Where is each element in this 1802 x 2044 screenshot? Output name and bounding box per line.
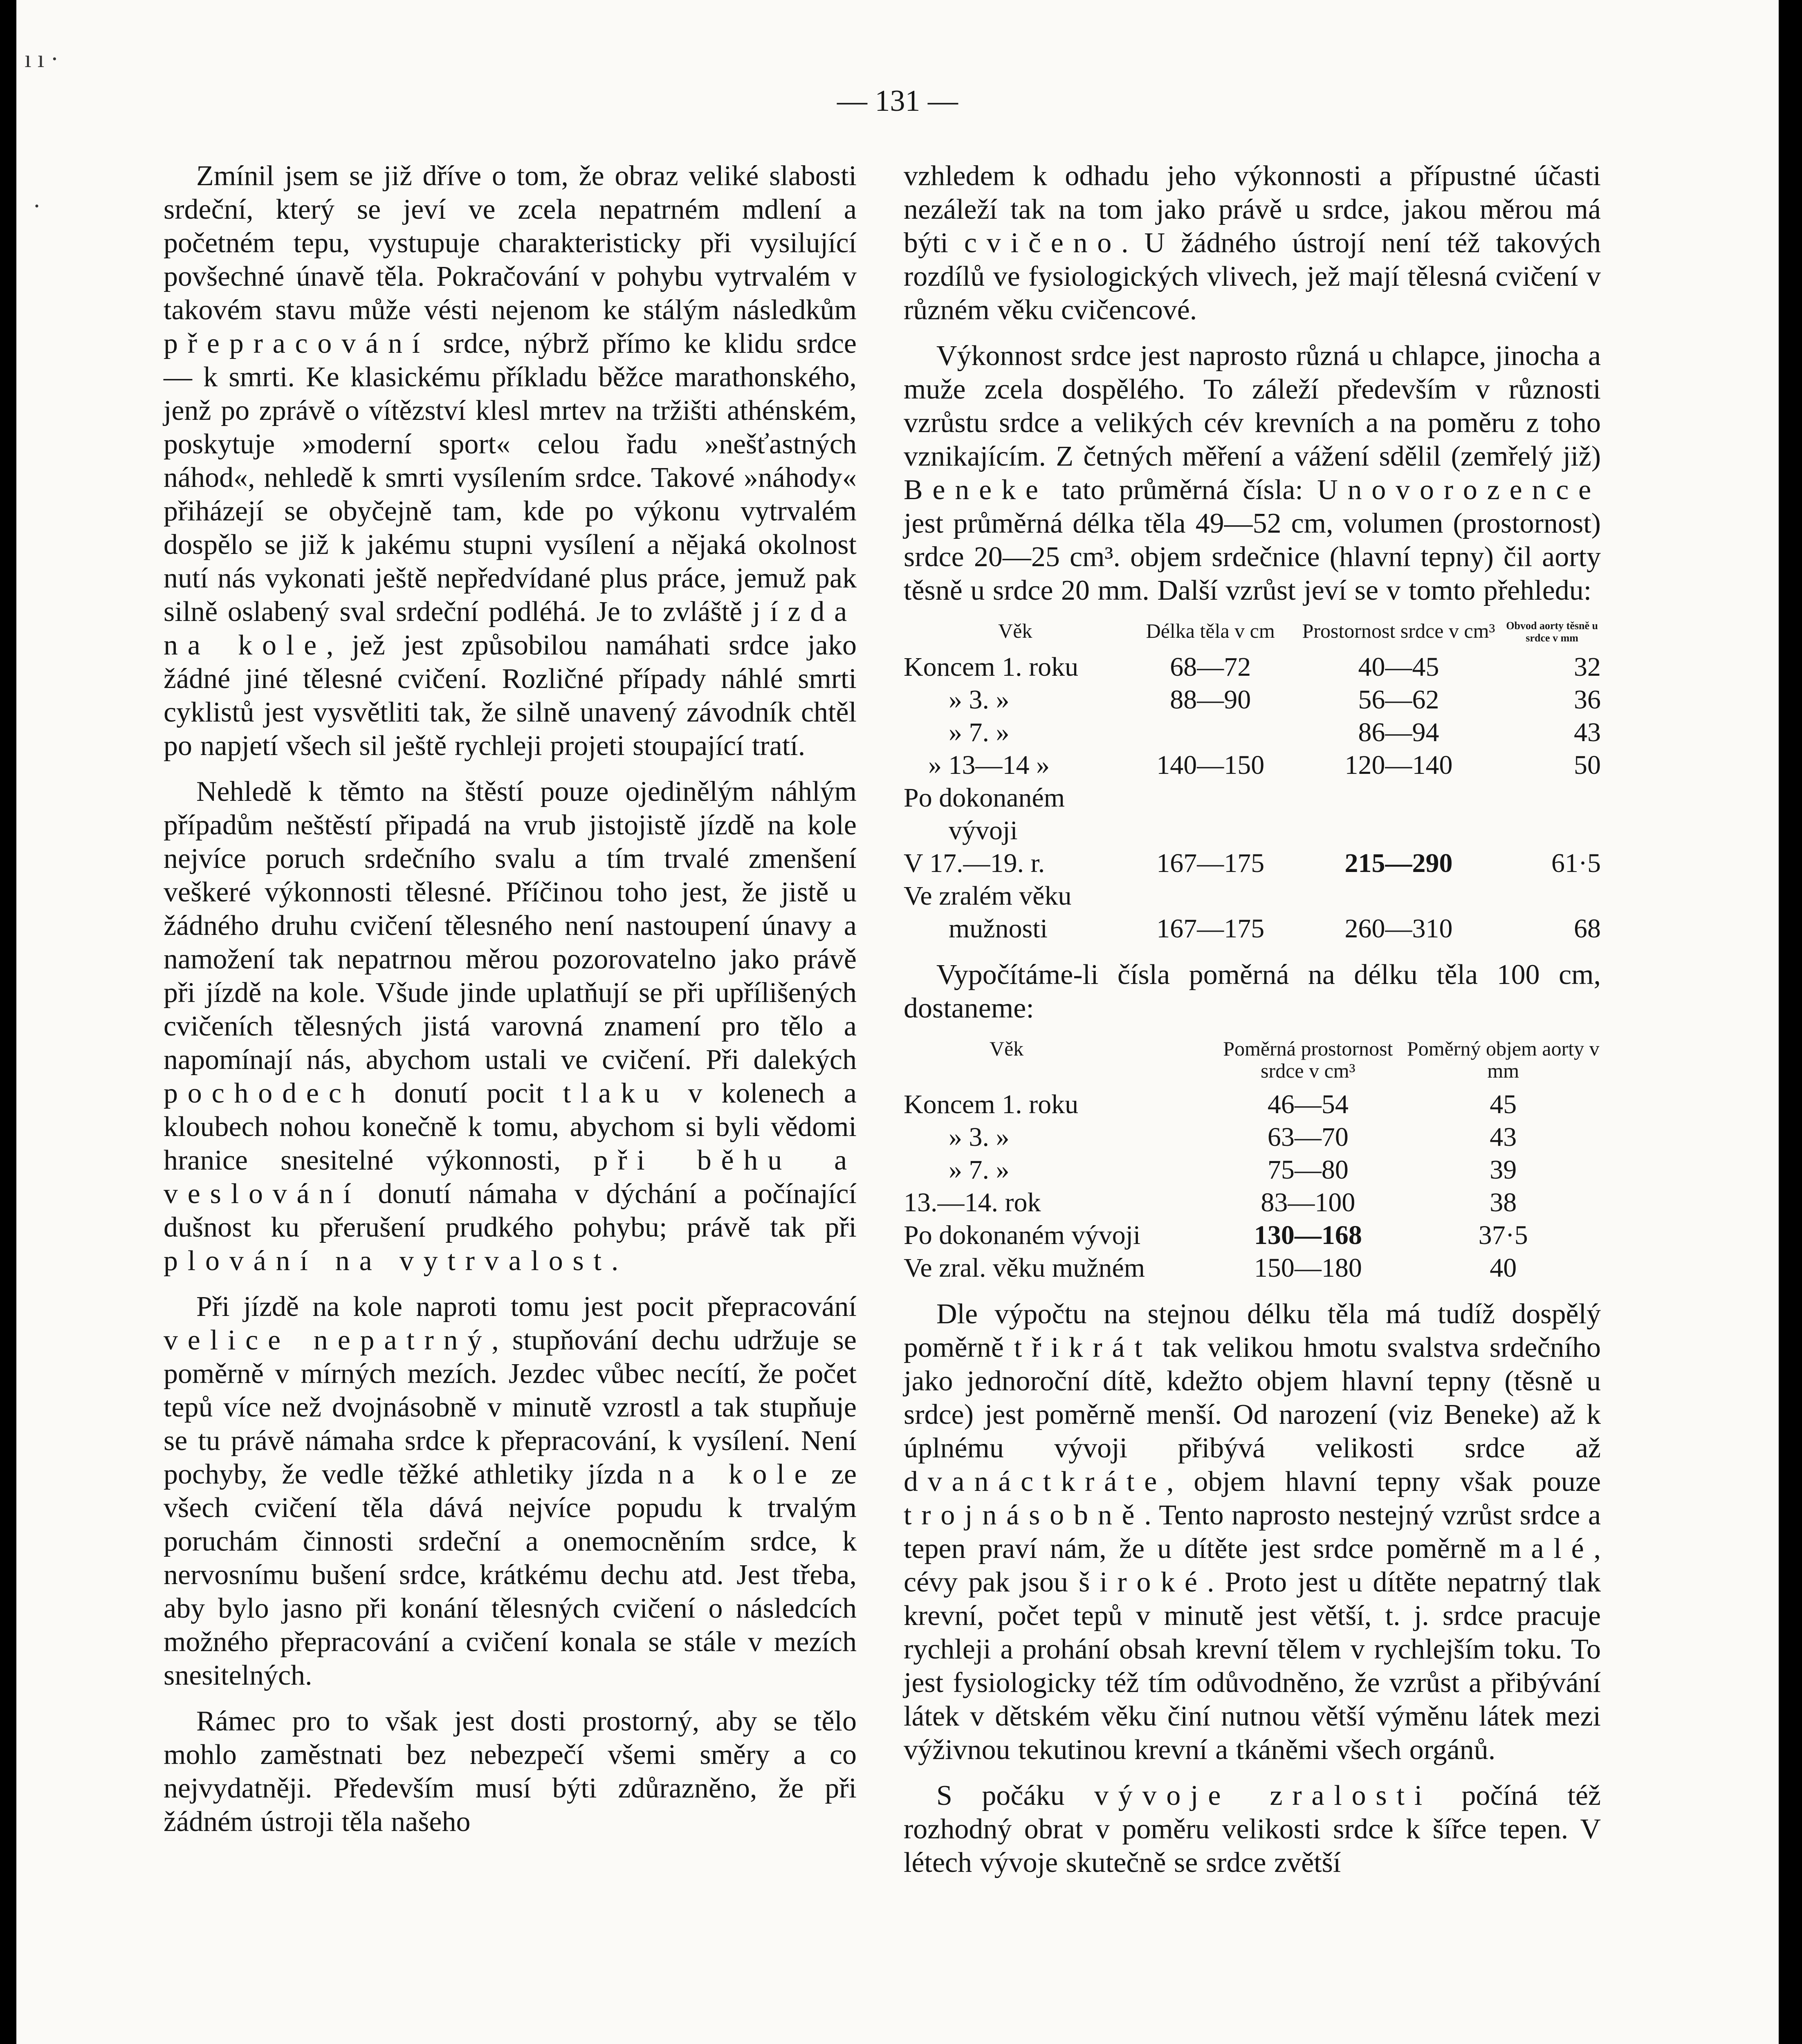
table-cell: 56—62 (1358, 685, 1439, 715)
right-paragraph-4: Dle výpočtu na stejnou délku těla má tudíž dospělý poměrně třikrát tak velikou hmotu svalstva srdečního jako jednoroční dítě, kdežto objem hlavní tepny (těsně u srdce) jest poměrně menší. Od narození (viz Beneke) až k úplnému vývoji přibývá velikosti srdce až dvanáctkráte, objem hlavní tepny však pouze trojnásobně. Tento naprosto nestejný vzrůst srdce a tepen praví nám, že u dítěte jest srdce poměrně malé, cévy pak jsou široké. Proto jest u dítěte nepatrný tlak krevní, počet tepů v minutě jest větší, t. j. srdce pracuje rychleji a prohání obsah krevní tělem v rychlejším toku. To jest fysiologicky též tím odůvodněno, že vzrůst a přibývání látek v dětském věku činí nutnou větší výměnu látek mezi výživnou tekutinou krevní a tkáněmi všech orgánů. (904, 1298, 1601, 1766)
spaced-emphasis: plování na vytrvalost (164, 1245, 611, 1277)
table-header: Délka těla v cm (1146, 619, 1275, 642)
page-number: — 131 — (837, 84, 958, 118)
table-cell: V 17.—19. r. (904, 848, 1045, 878)
table-cell: 150—180 (1254, 1253, 1362, 1283)
spaced-emphasis: dvanáctkráte (904, 1466, 1167, 1497)
table-row (904, 782, 1601, 814)
table-cell: 43 (1574, 717, 1601, 747)
table-cell: 130—168 (1254, 1220, 1362, 1250)
table-cell (1503, 880, 1601, 912)
right-column (904, 159, 1601, 1892)
table-header: Poměrný objem aorty v mm (1407, 1037, 1600, 1082)
spaced-emphasis: cvičeno (964, 227, 1122, 259)
table-row (904, 1252, 1601, 1284)
table-cell: 39 (1490, 1155, 1517, 1185)
table-cell (1127, 716, 1294, 749)
table-header: Obvod aorty těsně u srdce v mm (1506, 620, 1598, 644)
table-row (904, 1088, 1601, 1121)
left-paragraph-4: Rámec pro to však jest dosti prostorný, aby se tělo mohlo zaměstnati bez nebezpečí všemi směry a co nejvydatněji. Především musí býti zdůrazněno, že při žádném ústroji těla našeho (164, 1706, 857, 1838)
table-row (904, 684, 1601, 716)
spaced-emphasis: třikrát (1014, 1332, 1152, 1363)
right-paragraph-3: Vypočítáme-li čísla poměrná na délku těla 100 cm, dostaneme: (904, 959, 1601, 1024)
table-header-row (904, 1038, 1601, 1088)
table-row (904, 1121, 1601, 1154)
right-paragraph-2: Výkonnost srdce jest naprosto různá u chlapce, jinocha a muže zcela dospělého. To záleží především v různosti vzrůstu srdce a velikých cév krevních a na poměru z toho vznikajícím. Z četných měření a vážení sdělil (zemřelý již) Beneke tato průměrná čísla: Unovorozence jest průměrná délka těla 49—52 cm, volumen (prostornost) srdce 20—25 cm³. objem srdečnice (hlavní tepny) čil aorty těsně u srdce 20 mm. Další vzrůst jeví se v tomto přehledu: (904, 340, 1601, 606)
heart-growth-table (904, 620, 1601, 945)
table-cell: 46—54 (1267, 1089, 1349, 1119)
spaced-emphasis: trojnásobně (904, 1499, 1144, 1531)
table-cell: 45 (1490, 1089, 1517, 1119)
table-cell: 68 (1574, 914, 1601, 944)
table-cell: Po dokonaném (904, 783, 1065, 813)
relative-size-table (904, 1038, 1601, 1284)
table-cell: 167—175 (1156, 848, 1265, 878)
table-cell: Ve zral. věku mužném (904, 1253, 1145, 1283)
left-column (164, 159, 857, 1851)
spaced-emphasis: při běhu a veslování (164, 1145, 857, 1210)
table-cell (1127, 814, 1294, 847)
table-cell: 140—150 (1156, 750, 1265, 780)
spaced-emphasis: Unovorozence (1317, 474, 1601, 506)
right-paragraph-5: S počáku vývoje zralosti počíná též rozhodný obrat v poměru velikosti srdce k šířce tepen. V létech vývoje skutečně se srdce zvětší (904, 1780, 1601, 1878)
spaced-emphasis: malé (1499, 1533, 1594, 1564)
spaced-emphasis: přepracování (164, 328, 430, 359)
table-cell: 167—175 (1156, 914, 1265, 944)
spaced-emphasis: vývoje zralosti (1094, 1780, 1432, 1811)
table-cell: 38 (1490, 1188, 1517, 1217)
table-cell: Koncem 1. roku (904, 1089, 1079, 1119)
margin-specks: ı ı · (25, 45, 59, 72)
table-cell: 120—140 (1344, 750, 1453, 780)
table-cell: Po dokonaném vývoji (904, 1220, 1141, 1250)
left-paragraph-3: Při jízdě na kole naproti tomu jest pocit přepracování velice nepatrný, stupňování dechu udržuje se poměrně v mírných mezích. Jezdec vůbec necítí, že počet tepů více než dvojnásobně v minutě vzrostl a tak stupňuje se tu právě námaha srdce k přepracování, k vysílení. Není pochyby, že vedle těžké athletiky jízda na kole ze všech cvičení těla dává nejvíce popudu k trvalým poruchám činnosti srdeční a onemocněním srdce, k nervosnímu bušení srdce, krátkému dechu atd. Jest třeba, aby bylo jasno při konání tělesných cvičení o následcích možného přepracování a cvičení konala se stále v mezích snesitelných. (164, 1291, 857, 1691)
table-row (904, 1186, 1601, 1219)
table-cell: 13.—14. rok (904, 1188, 1041, 1217)
table-cell: Koncem 1. roku (904, 652, 1079, 682)
table-cell: 32 (1574, 652, 1601, 682)
table-row (904, 814, 1601, 847)
table-cell: 50 (1574, 750, 1601, 780)
table-row (904, 716, 1601, 749)
table-header: Poměrná prostornost srdce v cm³ (1223, 1037, 1393, 1082)
scanned-page (16, 0, 1779, 2044)
table-cell: » 7. » (949, 1155, 1010, 1185)
table-cell: 68—72 (1170, 652, 1251, 682)
table-cell: 215—290 (1344, 848, 1453, 878)
table-cell: 86—94 (1358, 717, 1439, 747)
spaced-emphasis: na kole (658, 1459, 817, 1490)
table-row (904, 651, 1601, 684)
table-cell (1294, 814, 1504, 847)
spaced-emphasis: jízda na kole (164, 596, 857, 661)
table-cell: 83—100 (1261, 1188, 1355, 1217)
spaced-emphasis: široké (1079, 1567, 1207, 1598)
table-cell: Ve zralém věku (904, 881, 1072, 911)
table-cell: » 3. » (949, 685, 1010, 715)
table-cell (1294, 880, 1504, 912)
table-cell (1503, 782, 1601, 814)
table-row (904, 749, 1601, 782)
table-cell: » 7. » (949, 717, 1010, 747)
table-cell: 43 (1490, 1122, 1517, 1152)
table-cell: 37·5 (1478, 1220, 1528, 1250)
table-cell: 40 (1490, 1253, 1517, 1283)
table-row (904, 1154, 1601, 1186)
table-cell: 88—90 (1170, 685, 1251, 715)
spaced-emphasis: tlaku (563, 1078, 669, 1109)
table-cell (1503, 814, 1601, 847)
table-cell: mužnosti (949, 914, 1048, 944)
spaced-emphasis: Beneke (904, 474, 1048, 506)
table-header: Věk (990, 1037, 1024, 1060)
table-header: Prostornost srdce v cm³ (1302, 619, 1495, 642)
left-paragraph-1: Zmínil jsem se již dříve o tom, že obraz veliké slabosti srdeční, který se jeví ve zcela nepatrném mdlení a početném tepu, vystupuje charakteristicky při vysilující povšechné únavě těla. Pokračování v pohybu vytrvalém v takovém stavu může vésti nejenom ke stálým následkům přepracování srdce, nýbrž přímo ke klidu srdce — k smrti. Ke klasickému příkladu běžce marathonského, jenž po zprávě o vítězství klesl mrtev na tržišti athénském, poskytuje »moderní sport« celou řadu »nešťastných náhod«, nehledě k smrti vysílením srdce. Takové »náhody« přiházejí se obyčejně tam, kde po výkonu vytrvalém dospělo se již k jakému stupni vysílení a nějaká okolnost nutí nás vykonati ještě nepředvídané plus práce, jemuž pak silně oslabený sval srdeční podléhá. Je to zvláště jízda na kole, jež jest způsobilou namáhati srdce jako žádné jiné tělesné cvičení. Rozličné případy náhlé smrti cyklistů jest vysvětliti tak, že silně unavený závodník chtěl po napjetí všech sil ještě rychleji projeti stoupající tratí. (164, 160, 857, 762)
table-cell (1294, 782, 1504, 814)
right-paragraph-1: vzhledem k odhadu jeho výkonnosti a přípustné účasti nezáleží tak na tom jako právě u srdce, jakou měrou má býti cvičeno. U žádného ústrojí není též takových rozdílů ve fysiologických vlivech, jež mají tělesná cvičení v různém věku cvičencové. (904, 160, 1601, 326)
table-row (904, 1219, 1601, 1252)
table-row (904, 847, 1601, 880)
table-cell: 36 (1574, 685, 1601, 715)
table-cell: 63—70 (1267, 1122, 1349, 1152)
table-cell: 260—310 (1344, 914, 1453, 944)
table-cell: » 3. » (949, 1122, 1010, 1152)
table-cell: 61·5 (1551, 848, 1601, 878)
margin-tick: · (33, 193, 41, 220)
table-cell: vývoji (949, 816, 1018, 845)
table-row (904, 880, 1601, 912)
left-paragraph-2: Nehledě k těmto na štěstí pouze ojedinělým náhlým případům neštěstí připadá na vrub jistojistě jízdě na kole nejvíce poruch srdečního svalu a tím trvalé zmenšení veškeré výkonnosti tělesné. Příčinou toho jest, že jistě u žádného druhu cvičení tělesného není nastoupení únavy a namožení tak nepatrnou měrou pozorovatelno jako právě při jízdě na kole. Všude jinde uplatňují se při upřílišených cvičeních tělesných jistá varovná znamení pro tělo a napomínají nás, abychom ustali ve cvičení. Při dalekých pochodech donutí pocit tlaku v kolenech a kloubech nohou konečně k tomu, abychom si byli vědomi hranice snesitelné výkonnosti, při běhu a veslování donutí námaha v dýchání a počínající dušnost ku přerušení prudkého pohybu; právě tak při plování na vytrvalost. (164, 776, 857, 1277)
table-cell: » 13—14 » (928, 750, 1050, 780)
table-cell (1127, 880, 1294, 912)
table-cell: 75—80 (1267, 1155, 1349, 1185)
spaced-emphasis: velice nepatrný (164, 1325, 492, 1356)
table-cell: 40—45 (1358, 652, 1439, 682)
table-header-row (904, 620, 1601, 651)
table-cell (1127, 782, 1294, 814)
table-header: Věk (998, 619, 1032, 642)
table-row (904, 912, 1601, 945)
spaced-emphasis: pochodech (164, 1078, 375, 1109)
